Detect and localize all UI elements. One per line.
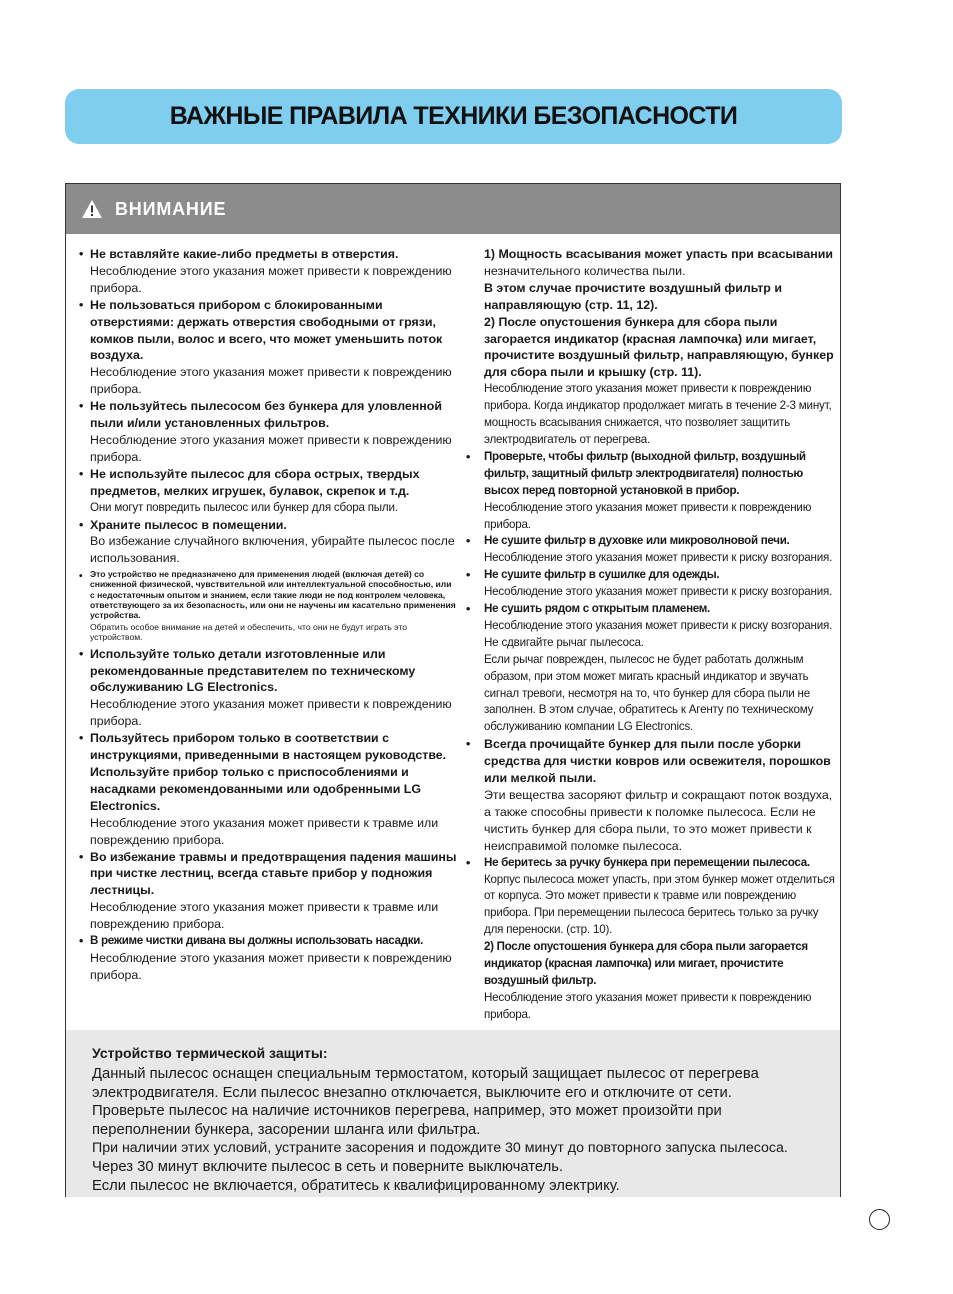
list-item bbox=[79, 849, 457, 934]
list-item bbox=[466, 449, 835, 534]
item-title-2: В этом случае прочистите воздушный фильтр и направляющую (стр. 11, 12). bbox=[484, 280, 782, 312]
item-note: Эти вещества засоряют фильтр и сокращают поток воздуха, а также способны привести к поломке пылесоса. Если не чистить бункер для сбора пыли, то это может привести к неисправимой поломке пылесоса. bbox=[484, 788, 833, 853]
bullet: • bbox=[79, 466, 84, 481]
item-title: Не пользуйтесь пылесосом без бункера для уловленной пыли и/или установленных фильтров. bbox=[90, 399, 442, 431]
item-title: Не используйте пылесос для сбора острых, твердых предметов, мелких игрушек, булавок, скрепок и т.д. bbox=[90, 466, 420, 498]
right-column bbox=[466, 246, 835, 1024]
item-title: Это устройство не предназначено для применения людей (включая детей) со сниженной физической, чувствительной или интеллектуальной способностью, или с недостаточным опытом и знанием, если такие люди не под контролем человека, ответствующего за их безопасность, или они не научены им касательно применения устройства. bbox=[90, 569, 456, 621]
list-item bbox=[79, 297, 457, 398]
bullet: • bbox=[466, 602, 471, 617]
item-title: Не сушить рядом с открытым пламенем. bbox=[484, 602, 710, 616]
item-note: Несоблюдение этого указания может привести к травме или повреждению прибора. bbox=[90, 815, 439, 847]
thermal-line: Если пылесос не включается, обратитесь к квалифицированному электрику. bbox=[92, 1177, 620, 1194]
item-title: Пользуйтесь прибором только в соответствии с инструкциями, приведенными в настоящем руководстве. Используйте прибор только с приспособлениями и насадками рекомендованными или одобренными LG Electronics. bbox=[90, 731, 447, 813]
item-title-2: 2) После опустошения бункера для сбора пыли загорается индикатор (красная лампочка) или мигает, прочистите воздушный фильтр. bbox=[484, 940, 808, 987]
item-note: Несоблюдение этого указания может привести к риску возгорания. bbox=[484, 585, 833, 599]
warning-triangle-icon bbox=[81, 199, 103, 219]
title-banner bbox=[65, 89, 842, 144]
warning-box bbox=[65, 183, 841, 1197]
item-title: Храните пылесос в помещении. bbox=[90, 517, 287, 532]
list-item bbox=[466, 567, 835, 601]
item-note: Несоблюдение этого указания может привести к повреждению прибора. bbox=[90, 263, 452, 295]
item-title: В режиме чистки дивана вы должны использовать насадки. bbox=[90, 934, 424, 948]
item-note: Несоблюдение этого указания может привести к повреждению прибора. bbox=[484, 500, 812, 531]
bullet: • bbox=[79, 247, 84, 261]
bullet: • bbox=[466, 568, 471, 583]
item-note: Несоблюдение этого указания может привести к повреждению прибора. bbox=[90, 432, 452, 464]
list-item bbox=[79, 398, 457, 466]
list-item bbox=[466, 601, 835, 736]
bullet: • bbox=[79, 849, 84, 864]
item-note: Несоблюдение этого указания может привести к травме или повреждению прибора. bbox=[90, 900, 439, 932]
item-title: Во избежание травмы и предотвращения падения машины при чистке лестниц, всегда ставьте прибор у подножия лестницы. bbox=[90, 849, 457, 898]
list-item bbox=[79, 730, 457, 848]
item-title: Не сушите фильтр в сушилке для одежды. bbox=[484, 568, 720, 582]
item-title: Проверьте, чтобы фильтр (выходной фильтр, воздушный фильтр, защитный фильтр электродвигателя) полностью высох перед повторной установкой в прибор. bbox=[484, 449, 806, 497]
bullet: • bbox=[79, 571, 83, 583]
list-item bbox=[79, 646, 457, 731]
item-note: Обратить особое внимание на детей и обеспечить, что они не будут играть это устройством. bbox=[90, 622, 407, 643]
item-title bbox=[484, 246, 835, 280]
left-column bbox=[79, 246, 457, 984]
item-note: Несоблюдение этого указания может привести к риску возгорания. bbox=[484, 551, 833, 565]
thermal-line: При наличии этих условий, устраните засорения и подождите 30 минут до повторного запуска пылесоса. bbox=[92, 1140, 788, 1157]
bullet: • bbox=[79, 399, 84, 414]
list-item bbox=[79, 517, 457, 568]
item-note: Несоблюдение этого указания может привести к повреждению прибора. bbox=[90, 365, 452, 397]
page-number-circle bbox=[869, 1209, 890, 1230]
item-note-3: Если рычаг поврежден, пылесос не будет работать должным образом, при этом может мигать красный индикатор и звучать сигнал тревоги, несмотря на то, что бункер для сбора пыли не заполнен. В этом случае, обратитесь к Агенту по техническому обслуживанию компании LG Electronics. bbox=[484, 652, 814, 734]
thermal-line: Через 30 минут включите пылесос в сеть и поверните выключатель. bbox=[92, 1158, 564, 1175]
bullet: • bbox=[466, 855, 471, 870]
item-note: Несоблюдение этого указания может привести к повреждению прибора. bbox=[90, 950, 452, 982]
warning-title: ВНИМАНИЕ bbox=[115, 198, 227, 219]
list-item bbox=[79, 466, 457, 517]
bullet: • bbox=[79, 297, 84, 312]
thermal-title: Устройство термической защиты: bbox=[92, 1045, 328, 1061]
bullet: • bbox=[79, 517, 84, 532]
item-note: Несоблюдение этого указания может привести к риску возгорания. bbox=[484, 618, 833, 632]
thermal-line: переполнении бункера, засорении шланга или фильтра. bbox=[92, 1121, 481, 1138]
list-item bbox=[79, 569, 457, 642]
item-title: Не беритесь за ручку бункера при перемещении пылесоса. bbox=[484, 855, 810, 869]
bullet: • bbox=[79, 646, 84, 661]
item-note: Несоблюдение этого указания может привести к повреждению прибора. Когда индикатор продолжает мигать в течение 2-3 минут, мощность всасывания снижается, что позволяет защитить электродвигатель от перегрева. bbox=[484, 382, 832, 446]
list-item bbox=[79, 246, 457, 297]
item-title-rest: незначительного количества пыли. bbox=[484, 263, 686, 278]
page-title: ВАЖНЫЕ ПРАВИЛА ТЕХНИКИ БЕЗОПАСНОСТИ bbox=[169, 102, 738, 130]
bullet: • bbox=[466, 449, 471, 464]
list-item bbox=[466, 736, 835, 854]
thermal-protection-box bbox=[66, 1030, 840, 1197]
list-item bbox=[473, 246, 835, 449]
bullet: • bbox=[466, 534, 471, 549]
item-note: Корпус пылесоса может упасть, при этом бункер может отделиться от корпуса. Это может привести к травме или повреждению прибора. При перемещении пылесоса беритесь только за ручку для переноски. (стр. 10). bbox=[484, 872, 835, 937]
item-title: Используйте только детали изготовленные или рекомендованные представителем по техническому обслуживанию LG Electronics. bbox=[90, 646, 416, 695]
warning-header bbox=[66, 184, 840, 234]
bullet: • bbox=[79, 934, 84, 949]
thermal-line: Проверьте пылесос на наличие источников перегрева, например, это может произойти при bbox=[92, 1103, 722, 1120]
item-title: Не пользоваться прибором с блокированными отверстиями: держать отверстия свободными от грязи, комков пыли, волос и всего, что может уменьшить поток воздуха. bbox=[90, 297, 443, 363]
item-note-2: Несоблюдение этого указания может привести к повреждению прибора. bbox=[484, 990, 812, 1021]
item-title: Не сушите фильтр в духовке или микроволновой печи. bbox=[484, 534, 790, 548]
item-note-2: Не сдвигайте рычаг пылесоса. bbox=[484, 635, 644, 649]
item-note: Во избежание случайного включения, убирайте пылесос после использования. bbox=[90, 534, 455, 566]
list-item bbox=[466, 855, 835, 1024]
list-item bbox=[466, 533, 835, 567]
bullet: • bbox=[79, 731, 84, 746]
item-note: Несоблюдение этого указания может привести к повреждению прибора. bbox=[90, 697, 452, 729]
list-item bbox=[79, 933, 457, 984]
item-title: Не вставляйте какие-либо предметы в отверстия. bbox=[90, 247, 399, 261]
thermal-line: Данный пылесос оснащен специальным термостатом, который защищает пылесос от перегрева bbox=[92, 1066, 759, 1082]
bullet: • bbox=[466, 737, 471, 752]
item-note: Они могут повредить пылесос или бункер для сбора пыли. bbox=[90, 500, 398, 514]
item-title-3: 2) После опустошения бункера для сбора пыли загорается индикатор (красная лампочка) или мигает, прочистите воздушный фильтр, направляющую, бункер для сбора пыли и крышку (стр. 11). bbox=[484, 314, 834, 380]
item-title-bold: 1) Мощность всасывания может упасть при всасывании bbox=[484, 247, 833, 261]
item-title: Всегда прочищайте бункер для пыли после уборки средства для чистки ковров или освежителя, порошков или мелкой пыли. bbox=[484, 737, 831, 786]
thermal-line: электродвигателя. Если пылесос внезапно отключается, выключите его и отключите от сети. bbox=[92, 1084, 732, 1101]
